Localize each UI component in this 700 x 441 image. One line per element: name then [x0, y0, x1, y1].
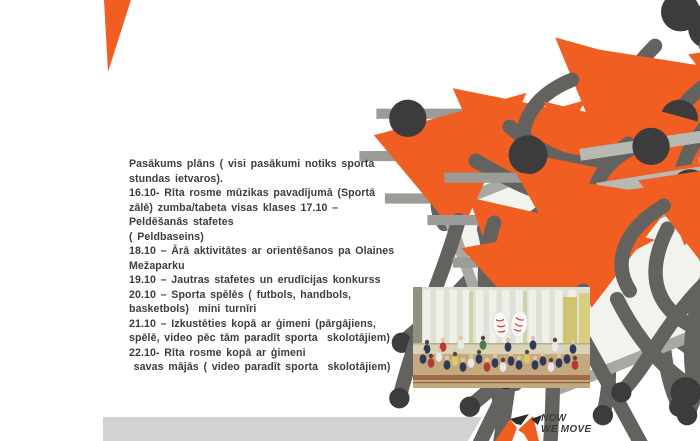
schedule-line: Pasākums plāns ( visi pasākumi notiks sporta	[129, 158, 375, 170]
orange-triangle-decoration	[104, 0, 131, 72]
schedule-line: 21.10 – Izkustēties kopā ar ģimeni (pārgājiens,	[129, 317, 376, 330]
now-we-move-logo	[541, 413, 661, 435]
schedule-line: ( Peldbaseins)	[129, 230, 204, 243]
schedule-line: stundas ietvaros).	[129, 172, 224, 185]
gym-group-photo	[413, 287, 590, 388]
schedule-line: Mežaparku	[129, 259, 185, 272]
schedule-line: 20.10 – Sporta spēlēs ( futbols, handbols,	[129, 288, 352, 301]
logo-line-2: WE MOVE	[541, 424, 592, 435]
schedule-line: 16.10- Rīta rosme mūzikas pavadījumā (Sportā	[129, 187, 376, 199]
logo-line-1: NOW	[541, 413, 567, 424]
event-schedule-text	[129, 157, 445, 375]
schedule-line: Peldēšanās stafetes	[129, 216, 234, 228]
schedule-line: zālē) zumba/tabeta visas klases 17.10 –	[129, 201, 339, 214]
schedule-line: spēlē, video pēc tām paradīt sporta skolotājiem)	[129, 332, 391, 344]
schedule-line: 19.10 – Jautras stafetes un erudīcijas konkurss	[129, 274, 381, 286]
schedule-line: 22.10- Rīta rosme kopā ar ģimeni	[129, 346, 306, 359]
footer-gray-bar	[103, 417, 482, 441]
schedule-line: savas mājās ( video paradīt sporta skolotājiem)	[129, 361, 391, 373]
schedule-line: basketbols) mini turnīri	[129, 303, 257, 315]
schedule-line: 18.10 – Ārā aktivitātes ar orientēšanos pa Olaines	[129, 245, 395, 257]
